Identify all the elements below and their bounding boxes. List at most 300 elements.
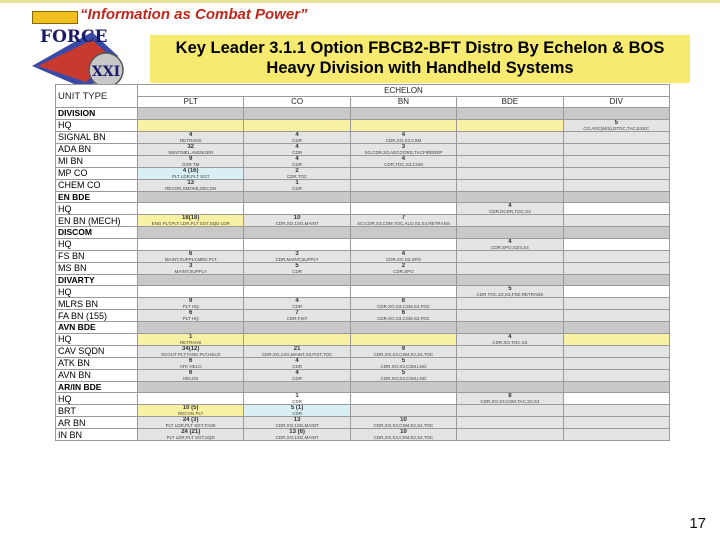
cell-detail: CDR,XO,S3,CSM,S2,S4,TOC — [373, 351, 434, 357]
distribution-cell — [350, 286, 456, 298]
table-row — [56, 405, 670, 417]
distribution-cell — [457, 333, 563, 345]
group-cell — [244, 381, 350, 393]
table-row — [56, 369, 670, 381]
distribution-cell — [138, 155, 244, 167]
distribution-cell — [244, 131, 350, 143]
cell-count: 4 — [295, 298, 299, 304]
group-cell — [563, 274, 669, 286]
cell-count: 24 (21) — [181, 429, 201, 435]
distribution-cell — [563, 286, 669, 298]
table-row — [56, 345, 670, 357]
cell-detail: CDR — [292, 304, 302, 309]
distribution-cell — [350, 238, 456, 250]
distribution-cell — [138, 203, 244, 215]
unit-label: SIGNAL BN — [56, 131, 138, 143]
cell-count: 4 — [401, 250, 406, 257]
distribution-cell — [244, 119, 350, 131]
group-label: DISCOM — [56, 227, 138, 239]
cell-detail: RECON PLT — [177, 411, 204, 416]
distribution-cell — [563, 345, 669, 357]
group-label: DIVARTY — [56, 274, 138, 286]
cell-count: 10 (5) — [182, 405, 199, 411]
cell-count: 4 — [508, 238, 512, 245]
cell-count: 34(12) — [182, 345, 200, 352]
distribution-cell — [244, 203, 350, 215]
cell-detail: CDR,XO,TOC,S3 — [492, 339, 528, 345]
cell-count: 4 — [508, 203, 512, 209]
distribution-cell — [457, 405, 563, 417]
group-cell — [457, 381, 563, 393]
column-header: BN — [350, 96, 456, 108]
table-echelon-header-row — [56, 85, 670, 97]
group-cell — [138, 381, 244, 393]
distribution-cell — [350, 369, 456, 381]
cell-count: 9 — [189, 298, 193, 304]
group-cell — [563, 381, 669, 393]
distribution-cell — [138, 429, 244, 441]
distribution-cell — [563, 119, 669, 131]
distribution-cell — [138, 357, 244, 369]
cell-count: 6 — [401, 298, 406, 304]
cell-count: 2 — [401, 262, 406, 269]
cell-count: 1 — [189, 333, 193, 340]
group-cell — [244, 191, 350, 203]
distribution-cell — [244, 250, 350, 262]
cell-count: 1 — [295, 393, 299, 399]
group-cell — [350, 108, 456, 120]
distribution-cell — [244, 238, 350, 250]
distribution-cell — [457, 345, 563, 357]
cell-detail: SCOUT PLT,TANK PLT,HELO — [160, 351, 221, 357]
distribution-cell — [138, 310, 244, 322]
column-header: PLT — [138, 96, 244, 108]
distribution-cell — [350, 429, 456, 441]
distribution-cell — [138, 119, 244, 131]
column-header: CO — [244, 96, 350, 108]
cell-detail: HELOS — [183, 375, 199, 381]
group-header-row — [56, 274, 670, 286]
distribution-cell — [457, 203, 563, 215]
distribution-cell — [457, 143, 563, 155]
distribution-cell — [457, 250, 563, 262]
distribution-cell — [350, 143, 456, 155]
cell-count: 5 — [401, 369, 406, 376]
distribution-cell — [244, 357, 350, 369]
cell-count: 13 — [293, 417, 301, 423]
cell-detail: CDR,FIST — [286, 316, 308, 321]
distribution-cell — [350, 417, 456, 429]
distribution-cell — [138, 262, 244, 274]
distribution-cell — [138, 286, 244, 298]
table-row — [56, 250, 670, 262]
distribution-cell — [563, 215, 669, 227]
group-cell — [350, 274, 456, 286]
cell-detail: CDR,MAINT,SUPPLY — [275, 256, 319, 262]
distribution-cell — [350, 405, 456, 417]
table-row — [56, 167, 670, 179]
cell-count: 10 — [400, 429, 407, 435]
distribution-cell — [244, 429, 350, 441]
distribution-cell — [563, 405, 669, 417]
group-cell — [563, 322, 669, 334]
distribution-cell — [350, 298, 456, 310]
distribution-cell — [350, 215, 456, 227]
distribution-cell — [563, 203, 669, 215]
distribution-cell — [563, 238, 669, 250]
unit-label: IN BN — [56, 429, 138, 441]
table-row — [56, 357, 670, 369]
cell-detail: SENTINEL,AVENGER — [168, 149, 214, 155]
group-cell — [457, 274, 563, 286]
cell-count: 6 — [189, 369, 193, 376]
distribution-cell — [244, 310, 350, 322]
cell-detail: CDR,XO,S3,CSM,S2,FDC — [377, 304, 430, 309]
cell-count: 10 — [400, 417, 407, 423]
distribution-cell — [244, 405, 350, 417]
distribution-cell — [244, 143, 350, 155]
cell-detail: CDR,TOC — [286, 173, 308, 179]
unit-label: MI BN — [56, 155, 138, 167]
distribution-cell — [244, 286, 350, 298]
group-cell — [138, 108, 244, 120]
distribution-cell — [457, 215, 563, 227]
distribution-cell — [350, 333, 456, 345]
distribution-cell — [138, 405, 244, 417]
distribution-cell — [457, 357, 563, 369]
distribution-cell — [138, 250, 244, 262]
distribution-cell — [138, 215, 244, 227]
distribution-cell — [457, 238, 563, 250]
cell-count: 4 — [401, 155, 406, 162]
cell-detail: XO,CDR,S3,ADCOORD,TACFIREREP — [364, 149, 443, 155]
group-cell — [244, 274, 350, 286]
unit-label: CHEM CO — [56, 179, 138, 191]
distribution-cell — [563, 131, 669, 143]
distribution-cell — [563, 393, 669, 405]
cell-count: 4 — [295, 143, 299, 150]
title-line-1: Key Leader 3.1.1 Option FBCB2-BFT Distro By Echelon & BOS — [175, 39, 665, 57]
unit-label: HQ — [56, 203, 138, 215]
logo-text-force: FORCE — [40, 27, 108, 47]
cell-detail: CDR,TOC,S3,CSM — [384, 161, 423, 167]
cell-count: 13 (6) — [289, 429, 305, 435]
cell-count: 3 — [295, 250, 299, 257]
table-row — [56, 238, 670, 250]
distribution-cell — [457, 119, 563, 131]
distribution-cell — [563, 167, 669, 179]
distribution-cell — [138, 131, 244, 143]
table-row — [56, 429, 670, 441]
distribution-cell — [138, 238, 244, 250]
distribution-cell — [457, 310, 563, 322]
cell-count: 13 — [187, 179, 195, 186]
distribution-cell — [350, 262, 456, 274]
cell-detail: CDR,XO,1SG,MAINT — [275, 435, 319, 440]
distribution-cell — [350, 179, 456, 191]
group-cell — [350, 191, 456, 203]
table-row — [56, 393, 670, 405]
cell-detail: CDR,XO,1SG,MAINT — [275, 423, 319, 428]
slogan-swatch — [32, 11, 78, 24]
distribution-cell — [457, 429, 563, 441]
distribution-cell — [563, 250, 669, 262]
unit-label: CAV SQDN — [56, 345, 138, 357]
cell-count: 7 — [401, 215, 406, 221]
table-row — [56, 203, 670, 215]
distribution-cell — [244, 369, 350, 381]
group-header-row — [56, 322, 670, 334]
unit-label: BRT — [56, 405, 138, 417]
unit-label: HQ — [56, 333, 138, 345]
group-cell — [457, 191, 563, 203]
distribution-cell — [350, 393, 456, 405]
group-cell — [350, 322, 456, 334]
unit-label: MP CO — [56, 167, 138, 179]
cell-detail: CDR,DCDR,TOC,S3 — [489, 209, 531, 214]
table-row — [56, 298, 670, 310]
cell-count: 6 — [189, 357, 193, 364]
cell-detail: MAINT,SUPPLY,MED PLT — [164, 256, 217, 262]
group-cell — [244, 322, 350, 334]
cell-detail: CDR,TOC,S2,S3,FSE,RETRANS — [476, 292, 544, 297]
cell-detail: MAINT,SUPPLY — [174, 268, 207, 274]
cell-detail: PLT HQ — [182, 316, 199, 321]
cell-detail: CDR — [292, 399, 302, 404]
logo-text-xxi: XXI — [91, 64, 121, 80]
cell-count: 4 — [295, 155, 299, 162]
table-row — [56, 286, 670, 298]
group-header-row — [56, 108, 670, 120]
table-row — [56, 179, 670, 191]
cell-count: 4 (16) — [182, 167, 199, 174]
unit-label: EN BN (MECH) — [56, 215, 138, 227]
cell-detail: XO,CDR,S3,CSM,TOC,ALO,S2,S4,RETRANS — [357, 221, 450, 226]
cell-detail: RETRANS — [179, 339, 202, 345]
distribution-cell — [138, 345, 244, 357]
distribution-cell — [244, 262, 350, 274]
cell-detail: CDR — [292, 149, 302, 155]
cell-count: 2 — [295, 167, 299, 174]
distribution-cell — [457, 155, 563, 167]
cell-count: 18(18) — [182, 215, 200, 221]
distribution-cell — [563, 369, 669, 381]
cell-detail: CDR,XO,S3,CSM,TAC,S2,S4 — [480, 399, 540, 404]
title-box — [150, 35, 690, 83]
distribution-cell — [244, 215, 350, 227]
distribution-cell — [244, 417, 350, 429]
cell-detail: ENG PLT,PLT LDR,PLT SGT,SQD LDR — [151, 221, 230, 226]
distribution-cell — [563, 310, 669, 322]
distribution-cell — [563, 357, 669, 369]
unit-label: MS BN — [56, 262, 138, 274]
cell-count: 4 — [189, 131, 193, 138]
page-number: 17 — [689, 515, 706, 532]
cell-count: 9 — [401, 345, 406, 352]
cell-count: 3 — [189, 262, 193, 269]
echelon-header: ECHELON — [138, 85, 670, 97]
group-cell — [350, 227, 456, 239]
title-line-2: Heavy Division with Handheld Systems — [266, 59, 574, 77]
group-label: EN BDE — [56, 191, 138, 203]
distribution-cell — [457, 167, 563, 179]
cell-detail: CDR — [292, 161, 302, 167]
cell-detail: CDR,XO,S3,CSM,S2,S4,TOC — [373, 435, 434, 440]
slogan: “Information as Combat Power” — [80, 6, 308, 23]
distribution-cell — [457, 393, 563, 405]
cell-detail: CDR — [292, 411, 302, 416]
cell-count: 7 — [295, 310, 299, 316]
distribution-cell — [457, 179, 563, 191]
distribution-cell — [138, 369, 244, 381]
unit-label: AR BN — [56, 417, 138, 429]
cell-count: 4 — [295, 369, 299, 376]
group-label: DIVISION — [56, 108, 138, 120]
cell-detail: CDR,XO,S3,SPO — [385, 256, 421, 262]
cell-count: 4 — [295, 357, 299, 364]
cell-detail: CDR — [292, 363, 302, 369]
distribution-cell — [350, 357, 456, 369]
cell-detail: PLT LDR,PLT SGT — [171, 173, 210, 179]
column-header: BDE — [457, 96, 563, 108]
table-row — [56, 262, 670, 274]
cell-detail: PLT LDR,PLT SGT,TANK — [165, 423, 216, 428]
distribution-cell — [563, 143, 669, 155]
distribution-table — [55, 84, 670, 441]
distribution-cell — [563, 429, 669, 441]
distribution-cell — [457, 298, 563, 310]
distribution-cell — [563, 298, 669, 310]
distribution-cell — [563, 155, 669, 167]
group-cell — [244, 227, 350, 239]
cell-detail: GSR TM — [181, 161, 200, 167]
group-cell — [350, 381, 456, 393]
distribution-cell — [350, 310, 456, 322]
cell-count: 4 — [508, 333, 512, 340]
cell-detail: CDR,XO,S3,CSM,LNO — [380, 375, 427, 381]
unit-label: MLRS BN — [56, 298, 138, 310]
group-header-row — [56, 191, 670, 203]
cell-count: 24 (3) — [182, 417, 199, 423]
distribution-cell — [457, 286, 563, 298]
cell-count: 10 — [293, 215, 301, 221]
cell-count: 5 (1) — [290, 405, 304, 411]
group-cell — [457, 227, 563, 239]
cell-count: 6 — [401, 310, 406, 316]
table-row — [56, 155, 670, 167]
group-cell — [138, 191, 244, 203]
cell-detail: CDR — [292, 268, 302, 274]
distribution-cell — [563, 179, 669, 191]
unit-label: HQ — [56, 393, 138, 405]
cell-detail: CDR,XO,S3,CSM,S2,S4,TOC — [373, 423, 434, 428]
unit-label: ATK BN — [56, 357, 138, 369]
cell-detail: CDR,XO,S3,CSM — [385, 137, 422, 143]
cell-count: 5 — [295, 262, 299, 269]
group-header-row — [56, 381, 670, 393]
distribution-cell — [138, 143, 244, 155]
top-bar — [0, 0, 720, 3]
cell-detail: RETRANS — [179, 137, 202, 143]
group-cell — [457, 322, 563, 334]
table-column-header-row — [56, 96, 670, 108]
cell-detail: CDR — [292, 375, 302, 381]
unit-type-header: UNIT TYPE — [56, 85, 138, 108]
cell-detail: CG,ADC(M/S),DTOC,TAC,EXEC — [583, 125, 650, 131]
cell-count: 3 — [401, 143, 406, 150]
cell-count: 6 — [189, 310, 193, 316]
distribution-cell — [350, 345, 456, 357]
distribution-cell — [244, 333, 350, 345]
cell-detail: PLT HQ — [182, 304, 199, 309]
cell-detail: ATK HELO — [179, 363, 202, 369]
group-cell — [563, 191, 669, 203]
unit-label: FA BN (155) — [56, 310, 138, 322]
distribution-cell — [244, 167, 350, 179]
cell-detail: CDR,SPO — [393, 268, 414, 274]
distribution-cell — [138, 167, 244, 179]
cell-count: 8 — [508, 393, 512, 399]
cell-count: 9 — [189, 155, 193, 162]
cell-detail: CDR,XO,S3,CSM,S2,FDC — [377, 316, 430, 321]
unit-label: FS BN — [56, 250, 138, 262]
cell-count: 5 — [508, 286, 512, 292]
cell-detail: CDR,XO,1SG,MAINT,S3,FIST,TOC — [261, 351, 333, 357]
unit-label: ADA BN — [56, 143, 138, 155]
distribution-cell — [457, 369, 563, 381]
group-cell — [244, 108, 350, 120]
group-cell — [563, 108, 669, 120]
cell-count: 5 — [614, 119, 618, 126]
distribution-cell — [350, 203, 456, 215]
cell-count: 4 — [295, 131, 299, 138]
group-header-row — [56, 227, 670, 239]
cell-count: 4 — [401, 131, 406, 138]
group-cell — [138, 322, 244, 334]
distribution-cell — [457, 131, 563, 143]
cell-detail: CDR,SPO,S2/3,S4 — [490, 244, 529, 250]
unit-label: AVN BN — [56, 369, 138, 381]
group-cell — [457, 108, 563, 120]
group-label: AR/IN BDE — [56, 381, 138, 393]
group-cell — [563, 227, 669, 239]
table-row — [56, 143, 670, 155]
distribution-cell — [138, 393, 244, 405]
distribution-cell — [563, 262, 669, 274]
distribution-cell — [244, 345, 350, 357]
distribution-cell — [138, 333, 244, 345]
unit-label: HQ — [56, 119, 138, 131]
distribution-cell — [457, 262, 563, 274]
group-cell — [138, 227, 244, 239]
distribution-cell — [457, 417, 563, 429]
distribution-cell — [563, 417, 669, 429]
distribution-cell — [350, 131, 456, 143]
table-row — [56, 310, 670, 322]
distribution-cell — [244, 179, 350, 191]
distribution-cell — [350, 155, 456, 167]
table-row — [56, 333, 670, 345]
distribution-cell — [350, 250, 456, 262]
distribution-cell — [350, 119, 456, 131]
cell-count: 6 — [189, 250, 193, 257]
cell-detail: CDR,XO,1SG,MAINT — [275, 221, 319, 226]
cell-detail: CDR — [292, 137, 302, 143]
distribution-cell — [244, 155, 350, 167]
cell-detail: PLT LDR,PLT SGT,SQD — [166, 435, 215, 440]
cell-count: 1 — [295, 179, 299, 186]
distribution-cell — [138, 179, 244, 191]
